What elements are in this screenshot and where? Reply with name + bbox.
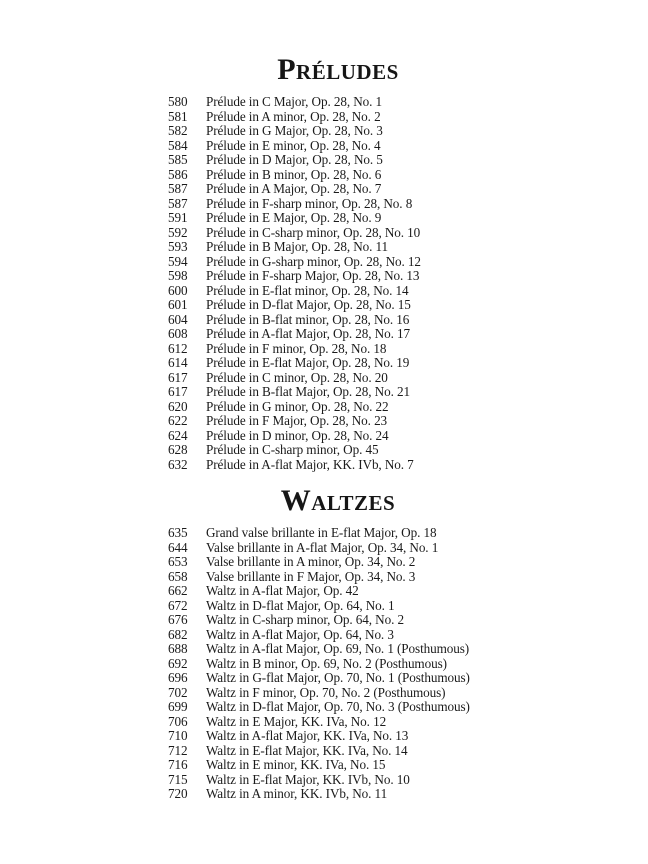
- entry-page-number: 592: [168, 224, 188, 240]
- entry-title: Waltz in D-flat Major, Op. 64, No. 1: [206, 597, 395, 613]
- entry-page-number: 593: [168, 239, 188, 254]
- entry-title: Waltz in G-flat Major, Op. 70, No. 1 (Posthumous): [206, 670, 470, 685]
- entry-page-number: 601: [168, 297, 188, 312]
- entry-page-number: 658: [168, 568, 188, 584]
- entry-page-number: 662: [168, 583, 188, 598]
- entry-page-number: 600: [168, 282, 188, 298]
- toc-entry: [168, 642, 648, 657]
- entry-page-number: 635: [168, 525, 188, 540]
- entry-title: Prélude in B Major, Op. 28, No. 11: [206, 239, 389, 254]
- entry-title: Prélude in E Major, Op. 28, No. 9: [206, 210, 382, 225]
- entry-page-number: 614: [168, 355, 188, 370]
- entry-title: Grand valse brillante in E-flat Major, Op. 18: [206, 525, 437, 540]
- entry-title: Prélude in B minor, Op. 28, No. 6: [206, 166, 382, 182]
- entry-title: Waltz in C-sharp minor, Op. 64, No. 2: [206, 612, 404, 627]
- toc-entry: [168, 555, 648, 570]
- toc-entry: [168, 240, 648, 255]
- entry-page-number: 591: [168, 210, 188, 225]
- entry-title: Prélude in G-sharp minor, Op. 28, No. 12: [206, 253, 421, 269]
- entry-title: Waltz in A-flat Major, Op. 64, No. 3: [206, 626, 394, 642]
- toc-entry: [168, 168, 648, 183]
- toc-entry: [168, 429, 648, 444]
- entry-title: Waltz in F minor, Op. 70, No. 2 (Posthumous): [206, 684, 446, 700]
- toc-entry: [168, 729, 648, 744]
- entry-page-number: 653: [168, 554, 188, 569]
- toc-entry: [168, 744, 648, 759]
- entry-page-number: 584: [168, 137, 188, 153]
- entry-page-number: 617: [168, 369, 188, 385]
- entry-page-number: 688: [168, 641, 188, 656]
- entry-title: Prélude in A-flat Major, KK. IVb, No. 7: [206, 456, 414, 472]
- entry-page-number: 587: [168, 195, 188, 211]
- entry-title: Waltz in E-flat Major, KK. IVb, No. 10: [206, 771, 410, 787]
- entry-title: Prélude in A minor, Op. 28, No. 2: [206, 108, 381, 124]
- entry-page-number: 628: [168, 442, 188, 457]
- entry-page-number: 594: [168, 253, 188, 269]
- toc-list: [168, 526, 648, 802]
- entry-title: Valse brillante in F Major, Op. 34, No. 3: [206, 568, 416, 584]
- toc-entry: [168, 715, 648, 730]
- entry-page-number: 608: [168, 326, 188, 341]
- entry-title: Prélude in E minor, Op. 28, No. 4: [206, 137, 381, 153]
- toc-entry: [168, 153, 648, 168]
- entry-title: Waltz in B minor, Op. 69, No. 2 (Posthumous): [206, 655, 447, 671]
- toc-entry: [168, 686, 648, 701]
- toc-entry: [168, 443, 648, 458]
- toc-entry: [168, 671, 648, 686]
- toc-entry: [168, 211, 648, 226]
- toc-entry: [168, 628, 648, 643]
- toc-entry: [168, 197, 648, 212]
- entry-title: Waltz in D-flat Major, Op. 70, No. 3 (Posthumous): [206, 699, 470, 714]
- toc-entry: [168, 182, 648, 197]
- toc-entry: [168, 356, 648, 371]
- entry-title: Prélude in F Major, Op. 28, No. 23: [206, 413, 388, 428]
- entry-page-number: 617: [168, 384, 188, 399]
- toc-entry: [168, 599, 648, 614]
- entry-title: Waltz in A-flat Major, Op. 42: [206, 583, 359, 598]
- entry-page-number: 682: [168, 626, 188, 642]
- entry-title: Prélude in C Major, Op. 28, No. 1: [206, 94, 383, 109]
- toc-entry: [168, 255, 648, 270]
- entry-page-number: 699: [168, 699, 188, 714]
- toc-entry: [168, 541, 648, 556]
- entry-title: Waltz in E Major, KK. IVa, No. 12: [206, 713, 387, 729]
- entry-title: Waltz in A minor, KK. IVb, No. 11: [206, 786, 388, 801]
- entry-title: Prélude in F minor, Op. 28, No. 18: [206, 340, 387, 356]
- entry-page-number: 710: [168, 728, 188, 743]
- toc-entry: [168, 327, 648, 342]
- entry-page-number: 586: [168, 166, 188, 182]
- entry-title: Waltz in A-flat Major, Op. 69, No. 1 (Posthumous): [206, 641, 470, 656]
- toc-entry: [168, 313, 648, 328]
- section-heading: Préludes: [277, 53, 399, 86]
- entry-page-number: 715: [168, 771, 188, 787]
- entry-page-number: 712: [168, 742, 188, 758]
- toc-entry: [168, 124, 648, 139]
- entry-page-number: 622: [168, 413, 188, 428]
- entry-title: Prélude in B-flat Major, Op. 28, No. 21: [206, 384, 410, 399]
- toc-entry: [168, 773, 648, 788]
- toc-entry: [168, 95, 648, 110]
- toc-entry: [168, 298, 648, 313]
- toc-entry: [168, 284, 648, 299]
- toc-entry: [168, 385, 648, 400]
- entry-title: Prélude in C-sharp minor, Op. 28, No. 10: [206, 224, 421, 240]
- entry-title: Waltz in E-flat Major, KK. IVa, No. 14: [206, 742, 408, 758]
- toc-entry: [168, 139, 648, 154]
- toc-entry: [168, 400, 648, 415]
- entry-title: Prélude in G minor, Op. 28, No. 22: [206, 398, 389, 414]
- entry-page-number: 581: [168, 108, 188, 124]
- entry-page-number: 585: [168, 152, 188, 167]
- toc-entry: [168, 758, 648, 773]
- toc-entry: [168, 613, 648, 628]
- toc-entry: [168, 226, 648, 241]
- entry-title: Prélude in A Major, Op. 28, No. 7: [206, 181, 382, 196]
- entry-title: Waltz in E minor, KK. IVa, No. 15: [206, 757, 386, 772]
- entry-title: Prélude in C minor, Op. 28, No. 20: [206, 369, 388, 385]
- entry-title: Valse brillante in A-flat Major, Op. 34, No. 1: [206, 539, 439, 555]
- entry-title: Prélude in D minor, Op. 28, No. 24: [206, 427, 389, 443]
- entry-title: Prélude in D Major, Op. 28, No. 5: [206, 152, 383, 167]
- toc-entry: [168, 269, 648, 284]
- entry-title: Prélude in F-sharp minor, Op. 28, No. 8: [206, 195, 413, 211]
- entry-title: Prélude in B-flat minor, Op. 28, No. 16: [206, 311, 410, 327]
- toc-section-waltzes: [0, 485, 648, 802]
- toc-entry: [168, 570, 648, 585]
- toc-section-préludes: [0, 54, 648, 472]
- entry-page-number: 706: [168, 713, 188, 729]
- entry-page-number: 612: [168, 340, 188, 356]
- toc-entry: [168, 342, 648, 357]
- toc-entry: [168, 787, 648, 802]
- entry-title: Prélude in D-flat Major, Op. 28, No. 15: [206, 297, 411, 312]
- entry-page-number: 587: [168, 181, 188, 196]
- entry-page-number: 644: [168, 539, 188, 555]
- entry-page-number: 672: [168, 597, 188, 613]
- entry-title: Prélude in G Major, Op. 28, No. 3: [206, 123, 383, 138]
- entry-title: Prélude in C-sharp minor, Op. 45: [206, 442, 379, 457]
- entry-page-number: 702: [168, 684, 188, 700]
- toc-entry: [168, 458, 648, 473]
- toc-list: [168, 95, 648, 472]
- entry-page-number: 632: [168, 456, 188, 472]
- entry-page-number: 676: [168, 612, 188, 627]
- entry-page-number: 598: [168, 268, 188, 283]
- entry-page-number: 696: [168, 670, 188, 685]
- entry-page-number: 604: [168, 311, 188, 327]
- entry-title: Valse brillante in A minor, Op. 34, No. 2: [206, 554, 416, 569]
- entry-page-number: 716: [168, 757, 188, 772]
- section-heading: Waltzes: [280, 484, 396, 517]
- entry-page-number: 692: [168, 655, 188, 671]
- entry-page-number: 580: [168, 94, 188, 109]
- entry-page-number: 624: [168, 427, 188, 443]
- toc-entry: [168, 526, 648, 541]
- toc-entry: [168, 700, 648, 715]
- entry-page-number: 720: [168, 786, 188, 801]
- entry-title: Waltz in A-flat Major, KK. IVa, No. 13: [206, 728, 409, 743]
- toc-entry: [168, 414, 648, 429]
- entry-page-number: 582: [168, 123, 188, 138]
- entry-title: Prélude in F-sharp Major, Op. 28, No. 13: [206, 268, 420, 283]
- toc-entry: [168, 657, 648, 672]
- toc-entry: [168, 584, 648, 599]
- entry-title: Prélude in A-flat Major, Op. 28, No. 17: [206, 326, 410, 341]
- entry-page-number: 620: [168, 398, 188, 414]
- entry-title: Prélude in E-flat minor, Op. 28, No. 14: [206, 282, 409, 298]
- entry-title: Prélude in E-flat Major, Op. 28, No. 19: [206, 355, 410, 370]
- toc-entry: [168, 371, 648, 386]
- toc-entry: [168, 110, 648, 125]
